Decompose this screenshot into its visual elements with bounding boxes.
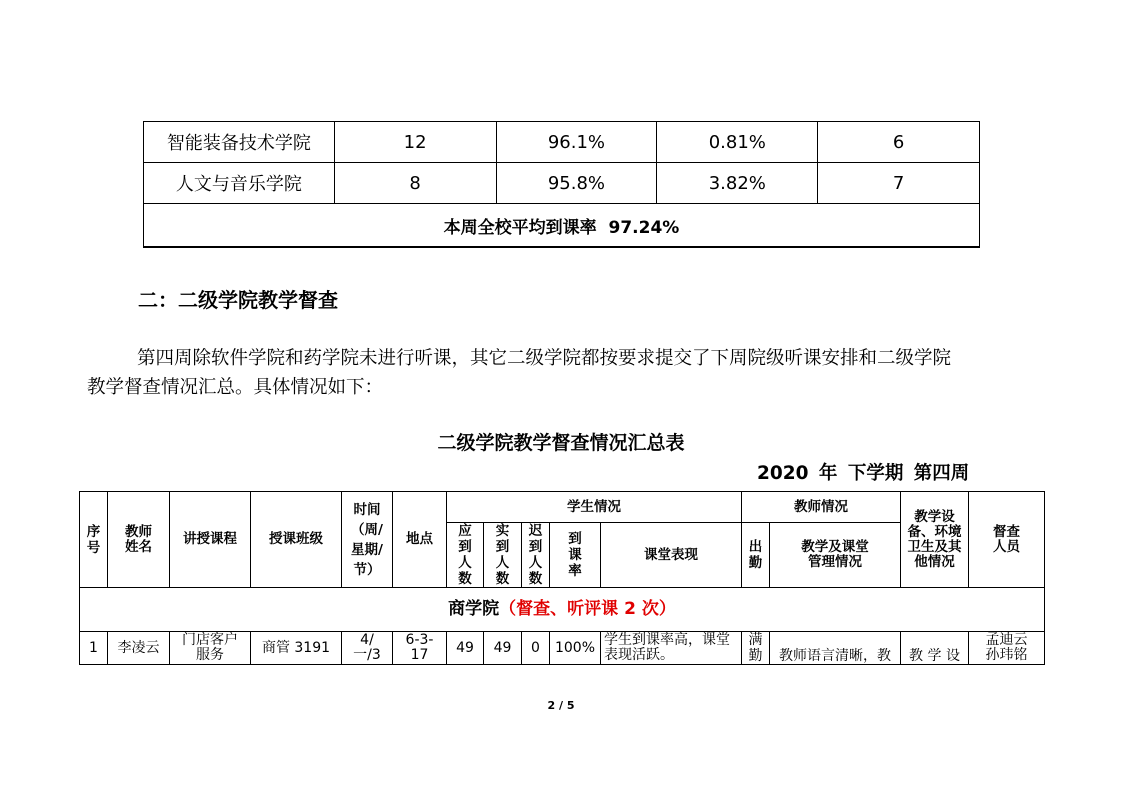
college-heading	[80, 588, 1045, 632]
facility-cell: 教 学 设	[901, 632, 969, 665]
value-cell: 95.8%	[496, 163, 657, 204]
value-cell: 0.81%	[657, 122, 818, 163]
value-cell: 3.82%	[657, 163, 818, 204]
rate-header: 到课率	[550, 523, 601, 588]
seq-header: 序号	[80, 492, 108, 588]
value-cell: 12	[334, 122, 496, 163]
average-cell	[144, 204, 980, 248]
page-number: 2 / 5	[547, 699, 575, 712]
rate-cell: 100%	[550, 632, 601, 665]
time-header: 时间（周/星期/节）	[342, 492, 393, 588]
average-row	[144, 204, 980, 248]
attendance-cell: 满勤	[742, 632, 770, 665]
teacher-cell: 李凌云	[108, 632, 170, 665]
management-cell: 教师语言清晰，教	[770, 632, 901, 665]
college-cell: 智能装备技术学院	[144, 122, 335, 163]
time-cell: 4/一/3	[342, 632, 393, 665]
table-row	[144, 122, 980, 163]
class-header: 授课班级	[251, 492, 342, 588]
inspector-cell: 孟迪云孙玮铭	[969, 632, 1045, 665]
college-row	[80, 588, 1045, 632]
performance-cell: 学生到课率高，课堂表现活跃。	[601, 632, 742, 665]
table-title: 二级学院教学督查情况汇总表	[437, 432, 685, 454]
value-cell: 6	[818, 122, 980, 163]
course-header: 讲授课程	[170, 492, 251, 588]
table-row	[80, 632, 1045, 665]
actual-cell: 49	[484, 632, 522, 665]
management-header: 教学及课堂管理情况	[770, 523, 901, 588]
class-cell: 商管 3191	[251, 632, 342, 665]
value-cell: 8	[334, 163, 496, 204]
facility-header: 教学设备、环境卫生及其他情况	[901, 492, 969, 588]
table-row	[144, 163, 980, 204]
seq-cell: 1	[80, 632, 108, 665]
college-name: 商学院	[448, 599, 500, 619]
teacher-group-header: 教师情况	[742, 492, 901, 523]
inspector-header: 督查人员	[969, 492, 1045, 588]
body-paragraph: 第四周除软件学院和药学院未进行听课，其它二级学院都按要求提交了下周院级听课安排和二级学院教学督查情况汇总。具体情况如下：	[87, 348, 952, 398]
expected-cell: 49	[447, 632, 484, 665]
late-header: 迟到人数	[522, 523, 550, 588]
actual-header: 实到人数	[484, 523, 522, 588]
late-cell: 0	[522, 632, 550, 665]
value-cell: 7	[818, 163, 980, 204]
place-cell: 6-3-17	[393, 632, 447, 665]
header-row	[80, 492, 1045, 523]
student-group-header: 学生情况	[447, 492, 742, 523]
college-note: （督查、听评课 2 次）	[499, 599, 676, 619]
term-label: 2020 年 下学期 第四周	[757, 463, 970, 484]
attendance-summary-table	[143, 121, 980, 248]
performance-header: 课堂表现	[601, 523, 742, 588]
course-cell: 门店客户服务	[170, 632, 251, 665]
section-title: 二：二级学院教学督查	[138, 288, 338, 312]
attendance-header: 出勤	[742, 523, 770, 588]
expected-header: 应到人数	[447, 523, 484, 588]
place-header: 地点	[393, 492, 447, 588]
inspection-summary-table	[79, 491, 1045, 665]
average-label: 本周全校平均到课率	[443, 217, 597, 238]
teacher-header: 教师姓名	[108, 492, 170, 588]
value-cell: 96.1%	[496, 122, 657, 163]
college-cell: 人文与音乐学院	[144, 163, 335, 204]
average-value: 97.24%	[608, 217, 680, 238]
